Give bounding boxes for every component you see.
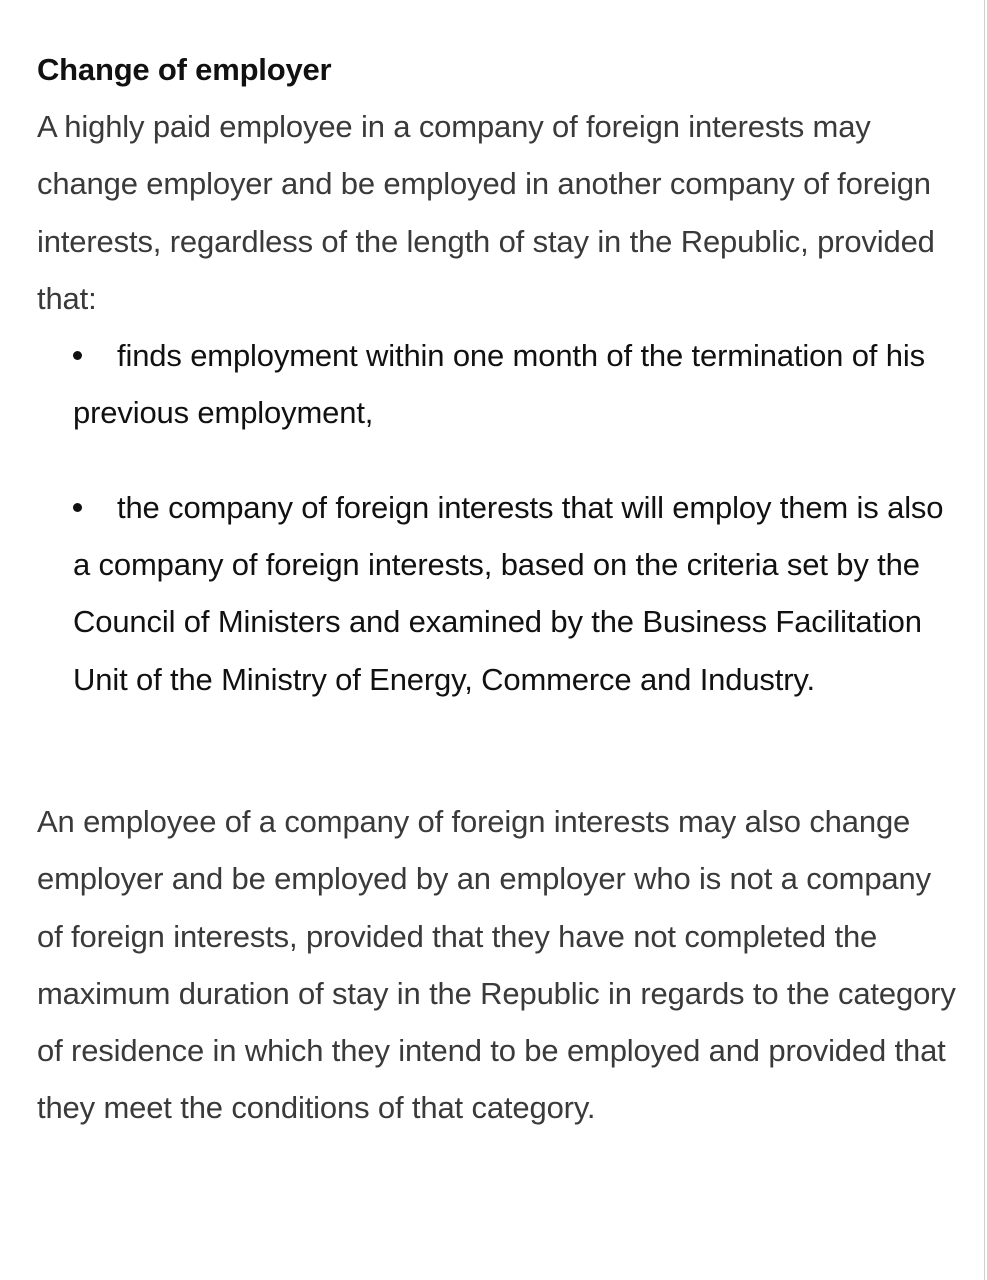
bullet-icon bbox=[73, 351, 82, 360]
second-paragraph: An employee of a company of foreign interests may also change employer and be employed by an employer who is not a company of foreign interests, provided that they have not completed the maximum duration of stay in the Republic in regards to the category of residence in which they intend to be employed and provided that they meet the conditions of that category. bbox=[37, 803, 956, 1126]
conditions-list bbox=[37, 327, 962, 708]
page-edge-divider bbox=[984, 0, 985, 1280]
section-heading: Change of employer bbox=[37, 52, 332, 87]
intro-paragraph: A highly paid employee in a company of foreign interests may change employer and be employed in another company of foreign interests, regardless of the length of stay in the Republic, provided that: bbox=[37, 109, 935, 316]
list-item bbox=[73, 479, 962, 708]
list-item bbox=[73, 327, 962, 442]
list-item-text: finds employment within one month of the termination of his previous employment, bbox=[73, 338, 925, 431]
bullet-icon bbox=[73, 503, 82, 512]
list-item-text: the company of foreign interests that will employ them is also a company of foreign interests, based on the criteria set by the Council of Ministers and examined by the Business Facilitation Unit of the Ministry of Energy, Commerce and Industry. bbox=[73, 489, 944, 697]
document-body bbox=[37, 46, 962, 1137]
